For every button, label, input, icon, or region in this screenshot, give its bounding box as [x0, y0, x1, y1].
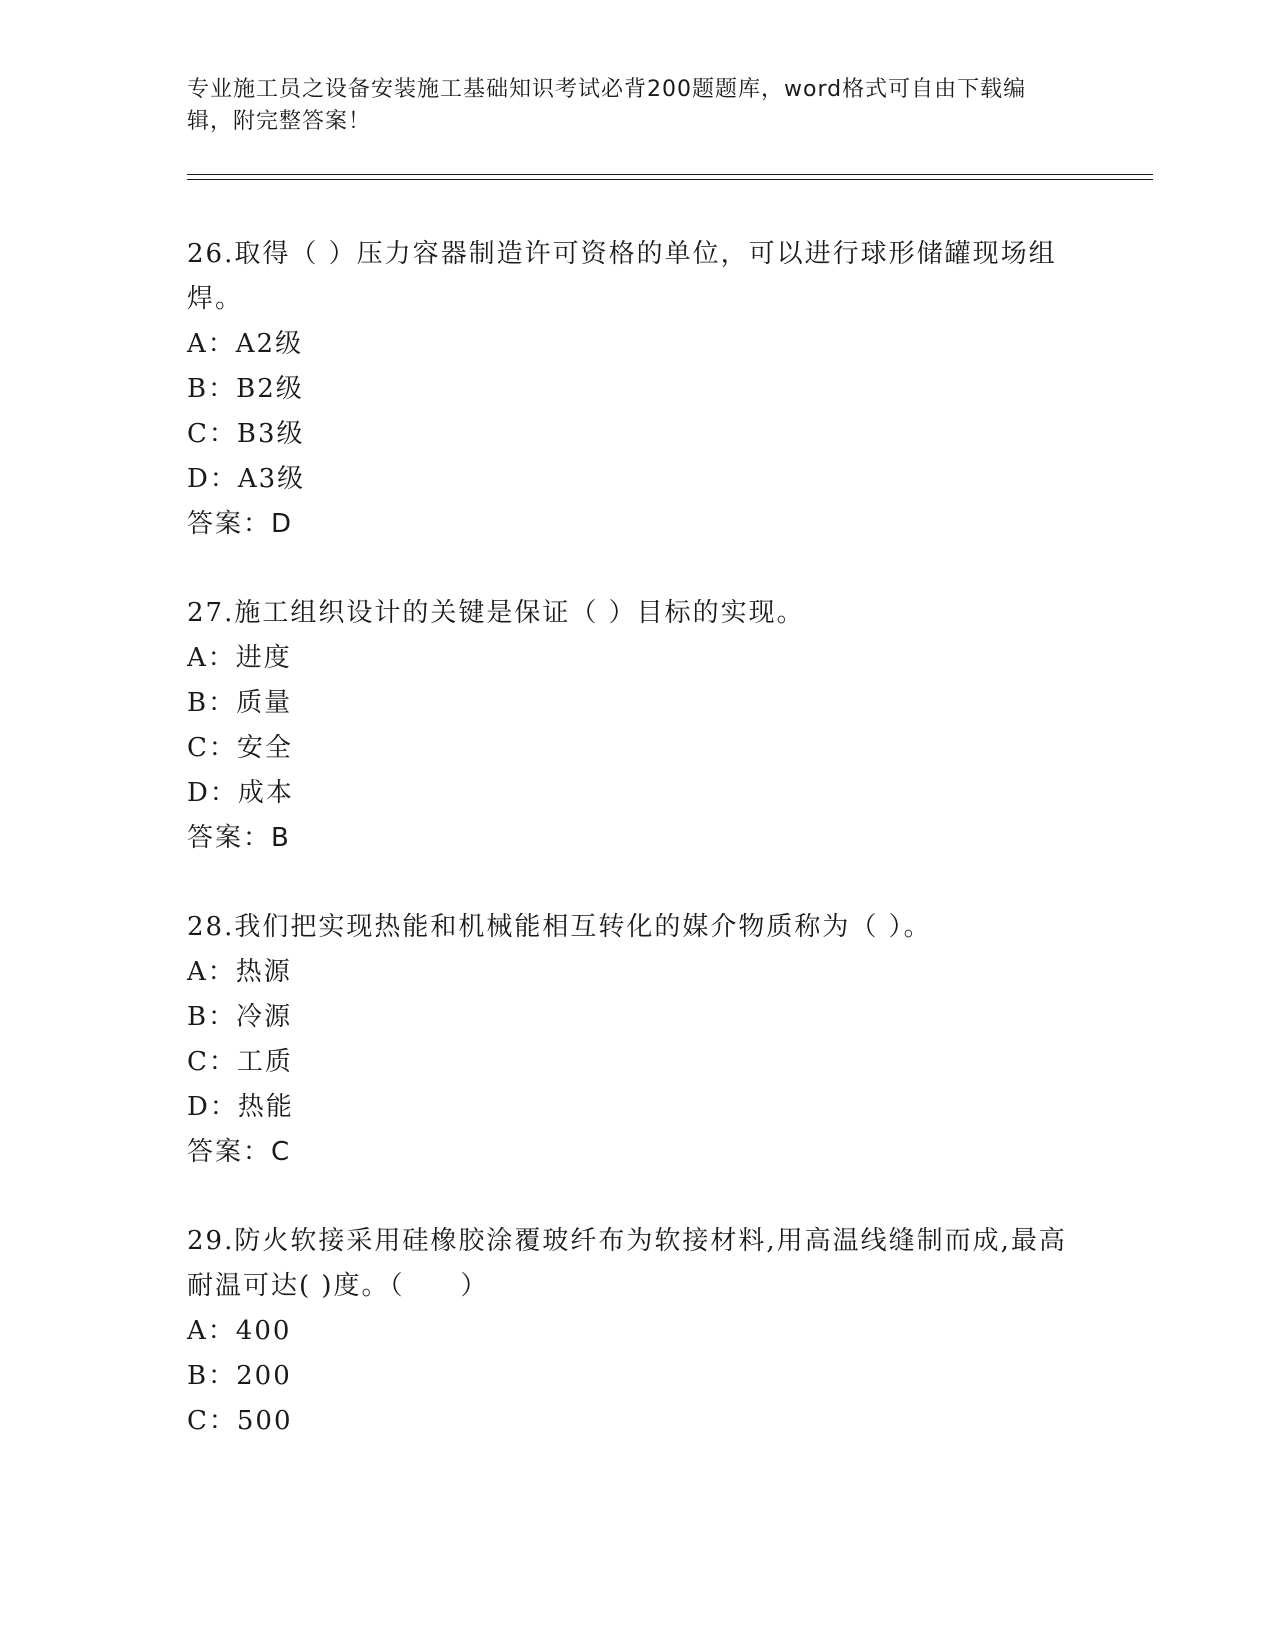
option-b: B：质量 — [187, 688, 293, 718]
option-d: D：成本 — [187, 778, 294, 808]
option-a: A：进度 — [187, 643, 292, 673]
option-b: B：200 — [187, 1361, 292, 1391]
question-text: 26.取得（ ）压力容器制造许可资格的单位，可以进行球形储罐现场组焊。 — [187, 239, 1057, 314]
question-26 — [187, 232, 1067, 547]
answer: 答案：C — [187, 1137, 292, 1167]
option-c: C：B3级 — [187, 419, 305, 449]
answer: 答案：D — [187, 509, 294, 539]
option-c: C：500 — [187, 1406, 293, 1436]
header-rule-bottom — [187, 179, 1153, 180]
question-text: 28.我们把实现热能和机械能相互转化的媒介物质称为（ ）。 — [187, 912, 932, 942]
question-27 — [187, 591, 1067, 861]
option-c: C：工质 — [187, 1047, 293, 1077]
document-header: 专业施工员之设备安装施工基础知识考试必背200题题库，word格式可自由下载编辑，附完整答案！ — [187, 77, 1027, 134]
option-d: D：A3级 — [187, 464, 306, 494]
option-c: C：安全 — [187, 733, 293, 763]
option-d: D：热能 — [187, 1092, 294, 1122]
option-a: A：A2级 — [187, 329, 304, 359]
question-29 — [187, 1219, 1067, 1444]
question-list — [187, 232, 1067, 1488]
question-text: 27.施工组织设计的关键是保证（ ）目标的实现。 — [187, 598, 805, 628]
option-b: B：B2级 — [187, 374, 304, 404]
answer: 答案：B — [187, 823, 291, 853]
header-rule-top — [187, 174, 1153, 175]
option-a: A：热源 — [187, 957, 292, 987]
option-b: B：冷源 — [187, 1002, 293, 1032]
question-28 — [187, 905, 1067, 1175]
option-a: A：400 — [187, 1316, 292, 1346]
question-text: 29.防火软接采用硅橡胶涂覆玻纤布为软接材料,用高温线缝制而成,最高耐温可达( )度。（ ） — [187, 1226, 1067, 1301]
